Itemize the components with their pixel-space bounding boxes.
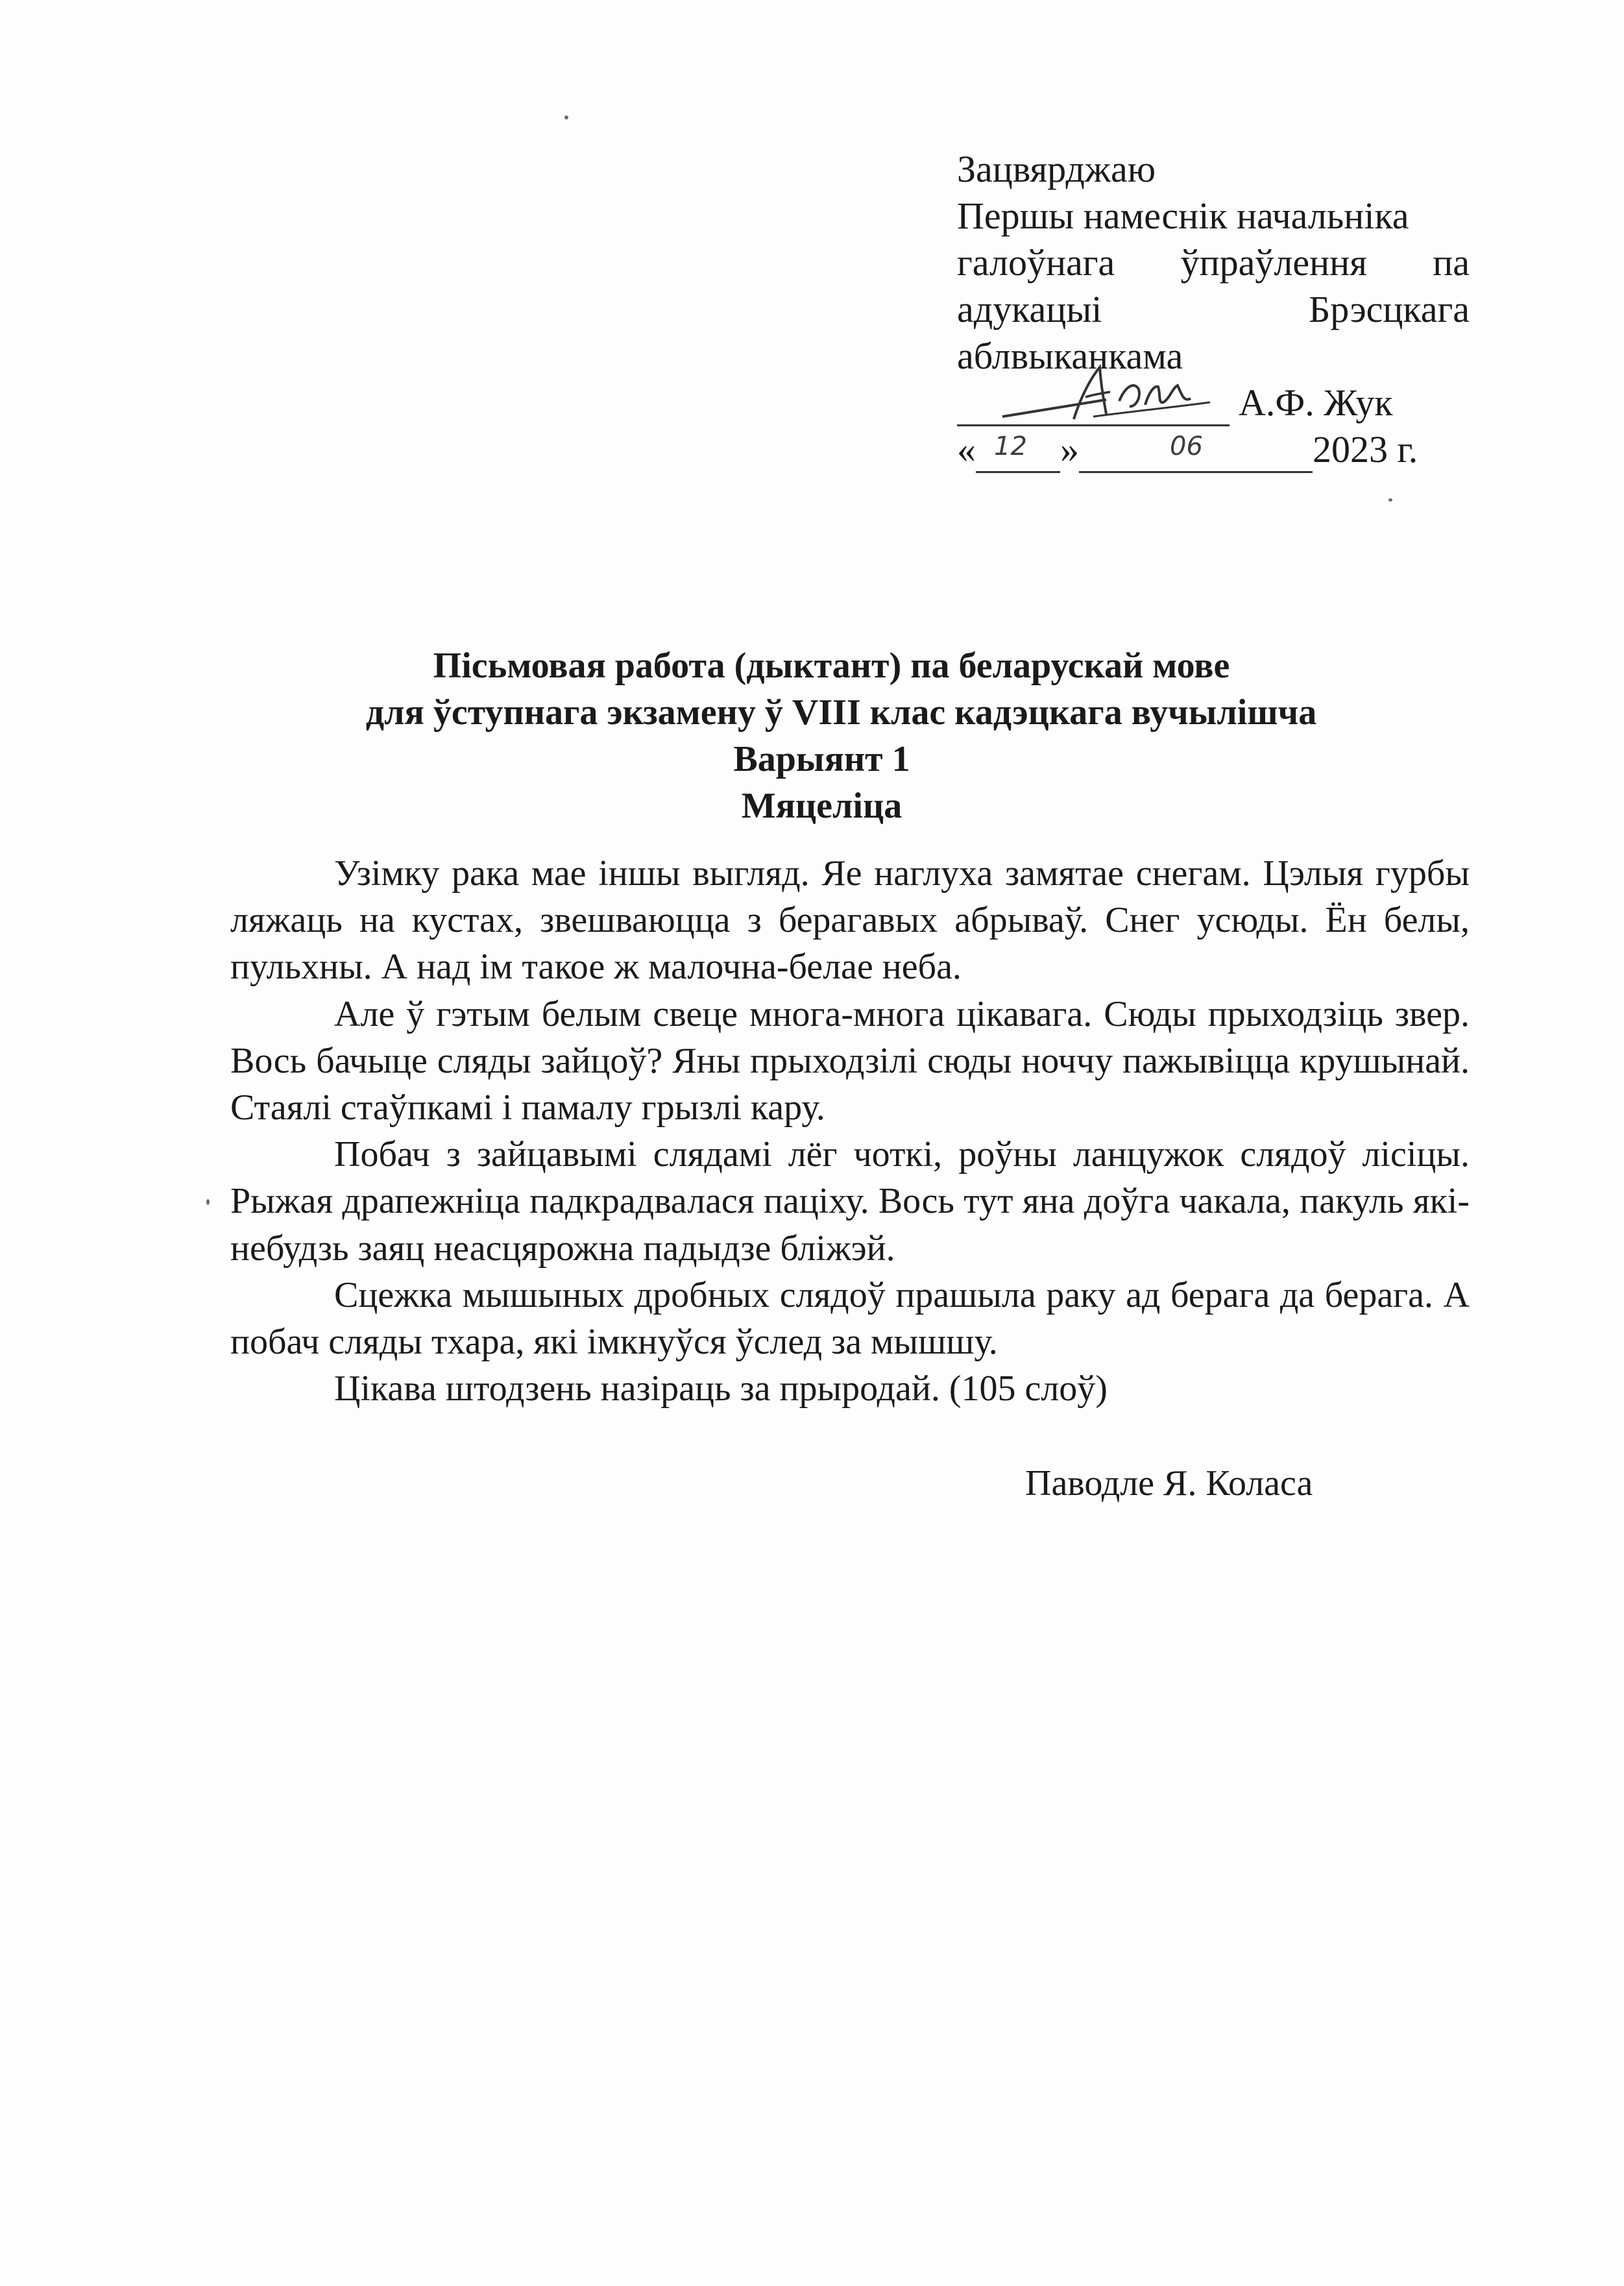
approval-word: па xyxy=(1433,241,1470,284)
signature-row xyxy=(957,380,1470,426)
signature-line xyxy=(957,388,1230,426)
dictation-text xyxy=(230,850,1470,1412)
signatory-name: А.Ф. Жук xyxy=(1239,382,1393,424)
date-close-quote: » xyxy=(1060,428,1079,470)
approval-word: галоўнага xyxy=(957,241,1115,284)
heading-line: Пісьмовая работа (дыктант) па беларускай мове xyxy=(433,646,1230,686)
handwritten-signature xyxy=(996,359,1217,431)
dictation-heading xyxy=(0,642,1624,829)
date-open-quote: « xyxy=(957,428,976,470)
scan-speck xyxy=(206,1199,210,1205)
source-attribution: Паводле Я. Коласа xyxy=(1025,1463,1313,1503)
date-year: 2023 г. xyxy=(1313,428,1418,470)
scan-speck xyxy=(1388,498,1392,502)
dictation-paragraph: Побач з зайцавымі слядамі лёг чоткі, роўны ланцужок слядоў лісіцы. Рыжая драпежніца падкрадвалася паціху. Вось тут яна доўга чакала, пакуль які-небудзь заяц неасцярожна падыдзе бліжэй. xyxy=(230,1134,1470,1269)
approval-position-line: аблвыканкама xyxy=(957,335,1183,377)
approval-position-line xyxy=(957,239,1470,286)
date-day: 12 xyxy=(994,432,1027,461)
approval-word: ўпраўлення xyxy=(1180,241,1367,284)
approval-position-line xyxy=(957,286,1470,333)
date-day-field xyxy=(976,433,1060,473)
dictation-paragraph: Узімку рака мае іншы выгляд. Яе наглуха замятае снегам. Цэлыя гурбы ляжаць на кустах, звешваюцца з берагавых абрываў. Снег усюды. Ён белы, пульхны. А над ім такое ж малочна-белае неба. xyxy=(230,853,1470,988)
approval-word: Брэсцкага xyxy=(1308,288,1470,330)
approval-position-line: Першы намеснік начальніка xyxy=(957,195,1409,237)
dictation-paragraph: Сцежка мышыных дробных слядоў прашыла раку ад берага да берага. А побач сляды тхара, які імкнуўся ўслед за мышшу. xyxy=(230,1274,1470,1363)
approval-block xyxy=(957,146,1470,473)
approval-date xyxy=(957,426,1470,473)
dictation-paragraph: Але ў гэтым белым свеце многа-многа цікавага. Сюды прыходзіць звер. Вось бачыце сляды зайцоў? Яны прыходзілі сюды ноччу пажывіцца крушынай. Стаялі стаўпкамі і памалу грызлі кару. xyxy=(230,993,1470,1128)
approval-word: адукацыі xyxy=(957,288,1102,330)
date-month-field xyxy=(1079,433,1313,473)
dictation-title: Мяцеліца xyxy=(741,786,903,826)
approval-title: Зацвярджаю xyxy=(957,148,1156,190)
dictation-paragraph: Цікава штодзень назіраць за прыродай. (105 слоў) xyxy=(334,1368,1108,1409)
heading-line: для ўступнага экзамену ў VIII клас кадэцкага вучылішча xyxy=(365,692,1317,733)
scan-speck xyxy=(564,116,568,119)
date-month: 06 xyxy=(1170,432,1203,461)
variant-label: Варыянт 1 xyxy=(733,739,910,779)
